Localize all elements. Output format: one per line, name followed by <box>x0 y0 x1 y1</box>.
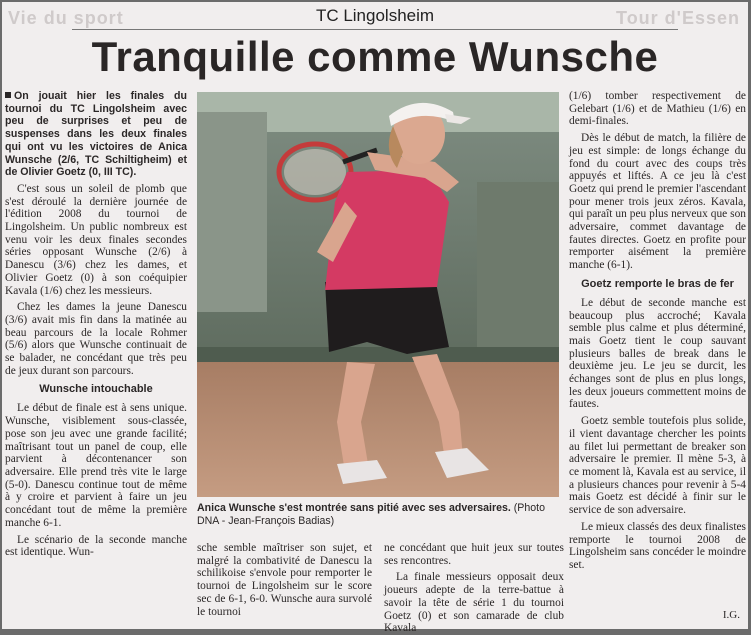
tennis-player-photo <box>197 92 559 497</box>
body-paragraph: Dès le début de match, la filière de jeu est simple: de longs échange du fond du court avec des coups très appuyés et liftés. A ce jeu là c'est Goetz qui prend le premier l'ascendant pour mener trois jeux zéros. Kavala, qui paraît un peu plus nerveux que son adversaire, commet davantage de fautes directes. Goetz en profite pour remporter aisément la première manche (6-1). <box>569 132 746 272</box>
article-column-2 <box>197 542 372 626</box>
body-paragraph: Le mieux classés des deux finalistes remporte le tournoi 2008 de Lingolsheim sans concéder le moindre set. <box>569 520 746 571</box>
body-paragraph: Le début de seconde manche est beaucoup plus accroché; Kavala semble plus calme et plus déterminé, mais Goetz tient le coup sauvant plusieurs balles de break dans le deuxième jeu. Le jeu se durcit, les échanges sont de plus en plus longs, les deux joueurs commettent moins de fautes. <box>569 296 746 411</box>
rubric-rule <box>72 29 678 30</box>
body-paragraph: Chez les dames la jeune Danescu (3/6) avait mis fin dans la matinée au beau parcours de la locale Rohmer (5/6) alors que Wunsche continuait de se balader, ne concédant que très peu de jeux durant son parcours. <box>5 301 187 377</box>
body-paragraph: Goetz semble toutefois plus solide, il vient davantage chercher les points au filet lui permettant de breaker son adversaire le premier. Il mène 5-3, à ce moment là, Kavala est au service, il a plusieurs chances pour revenir à 5-4 mais Goetz est décidé à finir sur le service de son adversaire. <box>569 415 746 517</box>
article-column-3 <box>384 542 564 635</box>
caption-text: Anica Wunsche s'est montrée sans pitié avec ses adversaires. <box>197 502 511 514</box>
article-column-1 <box>5 90 187 626</box>
bullet-square-icon <box>5 92 11 98</box>
body-paragraph: (1/6) tomber respectivement de Gelebart (1/6) et de Mathieu (1/6) en demi-finales. <box>569 90 746 128</box>
body-paragraph: sche semble maîtriser son sujet, et malgré la combativité de Danescu la schilikoise s'envole pour remporter le tournoi de Lingolsheim sur le score sec de 6-1, 6-0. Wunsche aura survolé le tournoi <box>197 542 372 618</box>
bleed-through-text-right: Tour d'Essen <box>616 8 740 28</box>
lead-paragraph <box>5 90 187 179</box>
body-paragraph: ne concédant que huit jeux sur toutes ses rencontres. <box>384 542 564 567</box>
headline: Tranquille comme Wunsche <box>91 33 659 80</box>
body-paragraph: La finale messieurs opposait deux joueurs adepte de la terre-battue à savoir la tête de série 1 du tournoi Goetz (0) et son camarade de club Kavala <box>384 571 564 635</box>
article-column-4 <box>569 90 746 626</box>
newspaper-page <box>2 2 748 635</box>
photo-caption <box>197 502 559 528</box>
subheading: Wunsche intouchable <box>39 383 153 396</box>
photo-credit: (Photo DNA - Jean-François Badias) <box>197 502 545 527</box>
body-paragraph: Le début de finale est à sens unique. Wunsche, visiblement sous-classée, pose son jeu avec une grande facilité; maîtrisant tout un panel de coup, elle parvient à décontenancer son adversaire. Elle prend très vite le large (5-0). Danescu continue tout de même à y croire et parvient à faire un jeu concédant tout de même la première manche 6-1. <box>5 402 187 529</box>
author-signature: I.G. <box>722 609 740 621</box>
bleed-through-text-left: Vie du sport <box>8 8 124 28</box>
lead-text: On jouait hier les finales du tournoi du TC Lingolsheim avec peu de surprises et peu de suspenses dans les deux finales qui ont vu les victoires de Anica Wunsche (2/6, TC Schiltigheim) et de Olivier Goetz (0, III TC). <box>5 90 187 179</box>
body-paragraph: Le scénario de la seconde manche est identique. Wun- <box>5 533 187 559</box>
subheading: Goetz remporte le bras de fer <box>581 277 734 290</box>
body-paragraph: C'est sous un soleil de plomb que s'est déroulé la dernière journée de l'édition 2008 du tournoi de Lingolsheim. Un public nombreux est venu voir les deux finales secondes séries opposant Wunsche (2/6) à Danescu (3/6) chez les dames, et Olivier Goetz (0) à son coéquipier Kavala (1/6) chez les messieurs. <box>5 182 187 297</box>
section-rubric: TC Lingolsheim <box>315 6 435 25</box>
